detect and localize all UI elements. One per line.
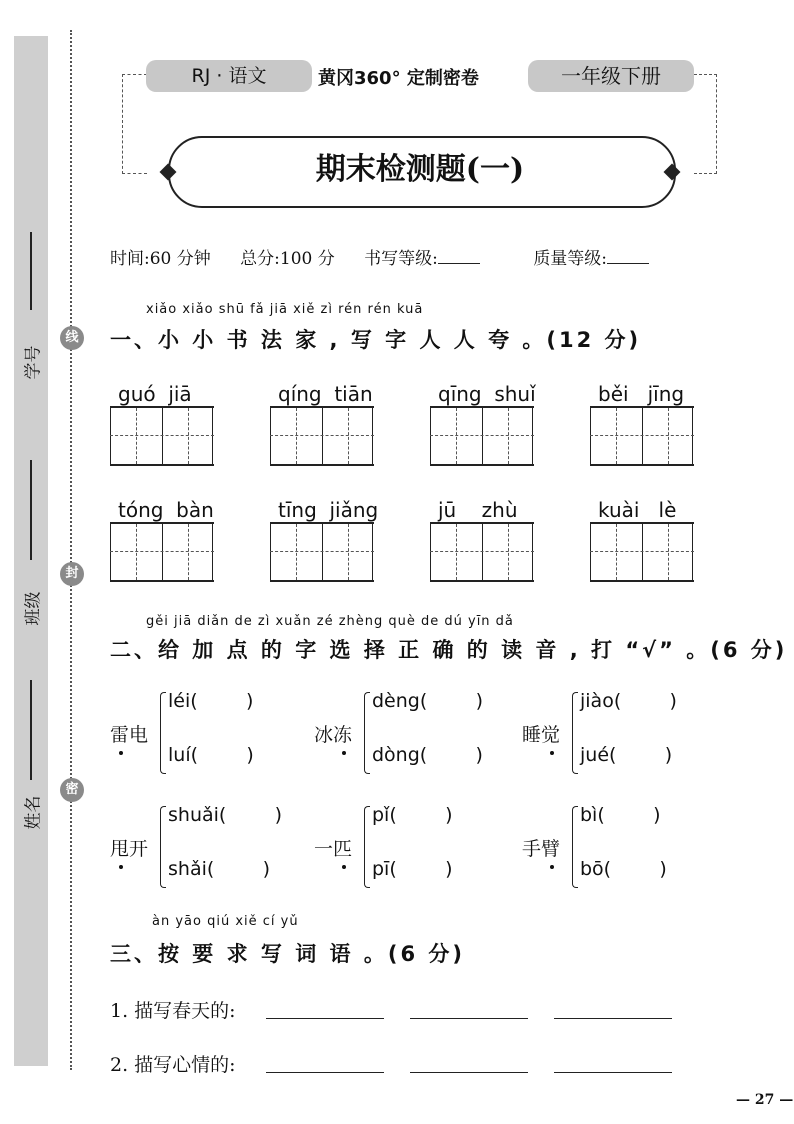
section2-pinyin: gěi jiā diǎn de zì xuǎn zé zhèng què de dú yīn dǎ — [146, 614, 514, 629]
word-pinyin: kuài lè — [598, 498, 677, 522]
page-title: 期末检测题(一) — [315, 152, 525, 187]
word-char: 一 — [314, 838, 334, 860]
choice-word — [110, 834, 148, 861]
writing-grid[interactable] — [430, 522, 534, 582]
class-line — [30, 460, 32, 560]
exam-info — [110, 244, 697, 269]
brace-icon — [572, 806, 578, 888]
quality-grade-blank[interactable] — [607, 249, 649, 264]
answer-1a[interactable] — [266, 1018, 384, 1019]
pinyin-option[interactable]: pī( ) — [372, 858, 453, 880]
section3-heading: 三、按 要 求 写 词 语 。(6 分) — [110, 942, 465, 966]
pinyin-option[interactable]: léi( ) — [168, 690, 254, 712]
answer-2c[interactable] — [554, 1072, 672, 1073]
pinyin-option[interactable]: pǐ( ) — [372, 804, 453, 826]
word-pinyin: tīng jiǎng — [278, 498, 379, 522]
answer-1c[interactable] — [554, 1018, 672, 1019]
section1-heading: 一、小 小 书 法 家 , 写 字 人 人 夸 。(12 分) — [110, 328, 642, 352]
word-char: 臂 — [541, 834, 560, 861]
word-char: 电 — [129, 724, 149, 746]
brace-icon — [364, 806, 370, 888]
writing-grid[interactable] — [270, 522, 374, 582]
name-label: 姓名 — [23, 795, 44, 830]
writing-grade: 书写等级: — [364, 249, 504, 269]
choice-word — [522, 834, 560, 861]
word-char: 冻 — [333, 720, 352, 747]
header-bracket-left — [122, 74, 147, 174]
pinyin-option[interactable]: bì( ) — [580, 804, 661, 826]
question-1: 1. 描写春天的: — [110, 1000, 236, 1022]
word-char: 甩 — [110, 834, 129, 861]
quality-grade: 质量等级: — [533, 249, 673, 269]
word-pinyin: guó jiā — [118, 382, 192, 406]
subject-badge: RJ · 语文 — [146, 60, 312, 92]
writing-grid[interactable] — [430, 406, 534, 466]
pinyin-option[interactable]: bō( ) — [580, 858, 667, 880]
class-label: 班级 — [23, 591, 44, 626]
brace-icon — [572, 692, 578, 774]
word-char: 睡 — [522, 724, 542, 746]
student-id-label: 学号 — [23, 345, 44, 380]
header-bracket-right — [694, 74, 717, 174]
answer-2b[interactable] — [410, 1072, 528, 1073]
word-pinyin: jū zhù — [438, 498, 518, 522]
choice-word — [522, 720, 560, 747]
choice-word — [110, 720, 148, 747]
cut-line — [70, 30, 72, 1070]
student-id-line — [30, 232, 32, 310]
writing-grid[interactable] — [110, 406, 214, 466]
grade-badge: 一年级下册 — [528, 60, 694, 92]
answer-2a[interactable] — [266, 1072, 384, 1073]
brace-icon — [364, 692, 370, 774]
pinyin-option[interactable]: luí( ) — [168, 744, 254, 766]
word-pinyin: běi jīng — [598, 382, 685, 406]
page-number: — 27 — — [736, 1092, 794, 1108]
word-char: 雷 — [110, 720, 129, 747]
series-name: 黄冈360° 定制密卷 — [318, 68, 479, 89]
writing-grid[interactable] — [590, 406, 694, 466]
word-pinyin: qīng shuǐ — [438, 382, 536, 406]
pinyin-option[interactable]: shuǎi( ) — [168, 804, 283, 826]
choice-word — [314, 720, 352, 747]
total-score: 总分:100 分 — [240, 249, 335, 269]
word-pinyin: tóng bàn — [118, 498, 214, 522]
word-char: 开 — [129, 838, 149, 860]
word-char: 匹 — [333, 834, 352, 861]
word-char: 觉 — [541, 720, 560, 747]
seal-secret: 密 — [60, 778, 84, 802]
seal-line: 线 — [60, 326, 84, 350]
brace-icon — [160, 692, 166, 774]
name-line — [30, 680, 32, 780]
section3-pinyin: àn yāo qiú xiě cí yǔ — [152, 914, 299, 929]
answer-1b[interactable] — [410, 1018, 528, 1019]
word-char: 手 — [522, 838, 542, 860]
seal-seal: 封 — [60, 562, 84, 586]
pinyin-option[interactable]: dòng( ) — [372, 744, 483, 766]
writing-grid[interactable] — [110, 522, 214, 582]
writing-grid[interactable] — [270, 406, 374, 466]
pinyin-option[interactable]: dèng( ) — [372, 690, 483, 712]
section2-heading: 二、给 加 点 的 字 选 择 正 确 的 读 音 , 打 “√” 。(6 分) — [110, 638, 788, 662]
word-pinyin: qíng tiān — [278, 382, 373, 406]
writing-grade-blank[interactable] — [438, 249, 480, 264]
brace-icon — [160, 806, 166, 888]
pinyin-option[interactable]: jué( ) — [580, 744, 673, 766]
choice-word — [314, 834, 352, 861]
question-2: 2. 描写心情的: — [110, 1054, 236, 1076]
section1-pinyin: xiǎo xiǎo shū fǎ jiā xiě zì rén rén kuā — [146, 302, 424, 317]
writing-grid[interactable] — [590, 522, 694, 582]
pinyin-option[interactable]: jiào( ) — [580, 690, 677, 712]
pinyin-option[interactable]: shǎi( ) — [168, 858, 271, 880]
word-char: 冰 — [314, 724, 334, 746]
time-limit: 时间:60 分钟 — [110, 249, 211, 269]
